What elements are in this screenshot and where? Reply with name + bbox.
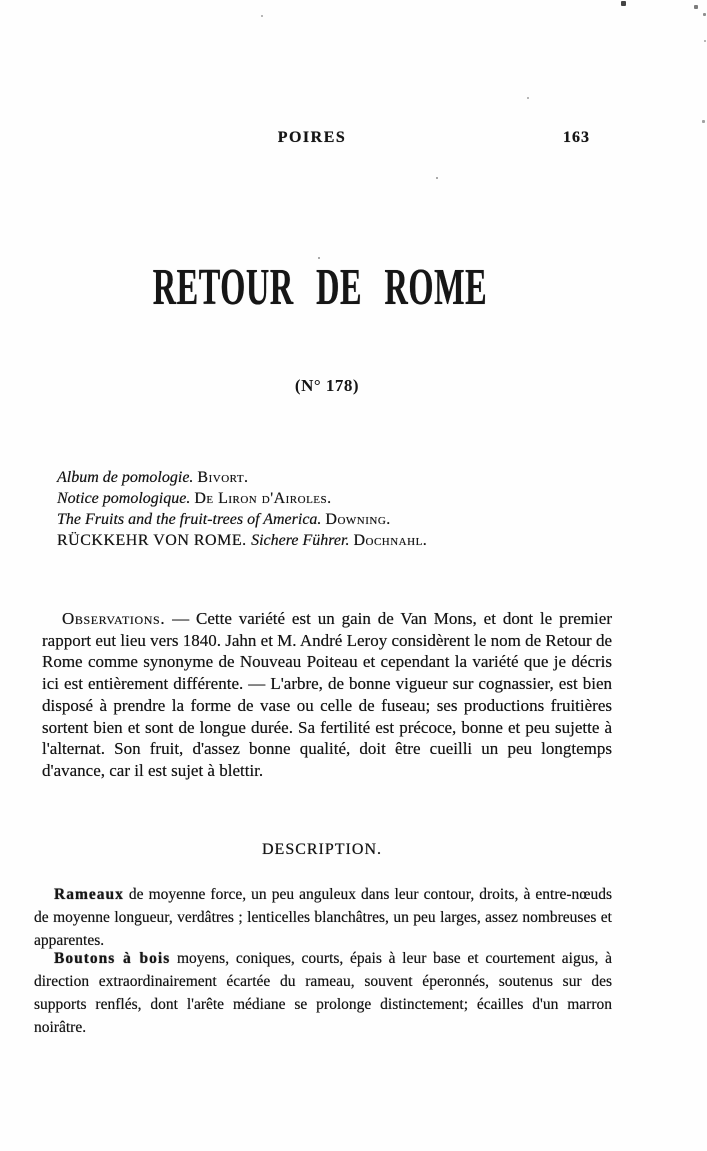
- observations-text: — Cette variété est un gain de Van Mons, et dont le premier rapport eut lieu vers 1840. Jahn et M. André Leroy considèrent le nom de Retour de Rome comme synonyme de Nouveau Poiteau et cependant la variété que je décris ici est entièrement différente. — L'arbre, de bonne vigueur sur cognassier, est bien disposé à prendre la forme de vase ou celle de fuseau; ses productions fruitières sortent bien et sont de longue durée. Sa fertilité est précoce, bonne et peu sujette à l'alternat. Son fruit, d'assez bonne qualité, doit être cueilli un peu longtemps d'avance, car il est sujet à blettir.: [42, 609, 612, 780]
- scan-speck: [436, 177, 438, 179]
- page-number: 163: [563, 129, 590, 146]
- bibliography-entry: RÜCKKEHR VON ROME. Sichere Führer. Dochnahl.: [57, 532, 428, 549]
- paragraph-rameaux-lead: Rameaux: [54, 886, 124, 903]
- scan-speck: [694, 5, 698, 9]
- bibliography-entry: Notice pomologique. De Liron d'Airoles.: [57, 490, 332, 507]
- paragraph-boutons: [34, 947, 612, 1039]
- paragraph-rameaux: [34, 883, 612, 952]
- scan-speck: [704, 40, 706, 42]
- scan-speck: [318, 257, 320, 259]
- paragraph-boutons-text: moyens, coniques, courts, épais à leur base et courtement aigus, à direction extraordinairement écartée du rameau, souvent éperonnés, soutenus sur des supports renflés, dont l'arête médiane se prolonge distinctement; écailles d'un marron noirâtre.: [34, 950, 612, 1036]
- variety-number: (N° 178): [294, 376, 360, 395]
- variety-title: RETOUR DE ROME: [152, 259, 488, 316]
- scan-speck: [261, 15, 263, 17]
- observations-label: Observations.: [62, 609, 166, 628]
- page-header: [42, 129, 612, 151]
- paragraph-rameaux-text: de moyenne force, un peu anguleux dans leur contour, droits, à entre-nœuds de moyenne longueur, verdâtres ; lenticelles blanchâtres, un peu larges, assez nombreuses et apparentes.: [34, 886, 612, 949]
- description-heading: DESCRIPTION.: [261, 841, 382, 858]
- bibliography-list: [57, 467, 617, 551]
- scan-speck: [621, 1, 626, 6]
- running-title: POIRES: [277, 129, 347, 146]
- bibliography-entry: Album de pomologie. Bivort.: [57, 469, 249, 486]
- observations-paragraph: [42, 608, 612, 782]
- bibliography-entry: The Fruits and the fruit-trees of America. Downing.: [57, 511, 391, 528]
- scan-speck: [703, 13, 706, 16]
- scan-speck: [702, 120, 705, 123]
- paragraph-boutons-lead: Boutons à bois: [54, 950, 171, 967]
- scan-speck: [527, 97, 529, 99]
